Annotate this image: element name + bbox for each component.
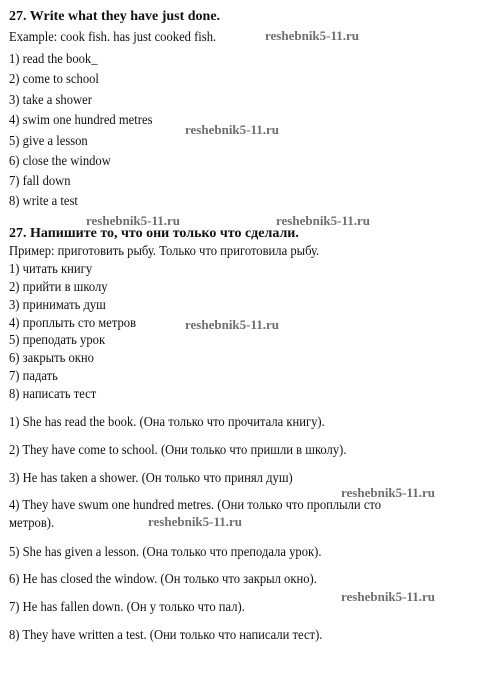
- answer-text: 7) He has fallen down. (Он у только что пал).: [9, 600, 245, 615]
- english-item: [9, 72, 109, 88]
- english-item-text: 4) swim one hundred metres: [9, 113, 153, 128]
- english-item: [9, 154, 122, 170]
- russian-item: [9, 280, 119, 296]
- russian-item-text: 2) прийти в школу: [9, 280, 108, 295]
- english-item: [9, 174, 77, 190]
- english-item-text: 2) come to school: [9, 72, 99, 87]
- watermark: reshebnik5-11.ru: [148, 514, 243, 529]
- english-item: [9, 52, 107, 68]
- english-example-text: Example: cook fish. has just cooked fish.: [9, 30, 217, 45]
- answer-text: метров).: [9, 516, 55, 531]
- answer-text: 2) They have come to school. (Они только что пришли в школу).: [9, 443, 347, 458]
- english-item-text: 6) close the window: [9, 154, 111, 169]
- russian-task-example: [9, 244, 354, 260]
- watermark: reshebnik5-11.ru: [185, 317, 280, 332]
- english-item-text: 7) fall down: [9, 174, 71, 189]
- russian-item-text: 3) принимать душ: [9, 298, 106, 313]
- english-item: [9, 93, 101, 109]
- answer-text: 8) They have written a test. (Они только что написали тест).: [9, 628, 323, 643]
- watermark: reshebnik5-11.ru: [341, 589, 436, 604]
- answer-text: 6) He has closed the window. (Он только что закрыл окно).: [9, 572, 317, 587]
- russian-item: [9, 369, 63, 385]
- russian-item: [9, 262, 101, 278]
- watermark: reshebnik5-11.ru: [265, 28, 360, 43]
- russian-example-text: Пример: приготовить рыбу. Только что приготовила рыбу.: [9, 244, 320, 259]
- english-task-example: [9, 30, 239, 46]
- russian-item-text: 1) читать книгу: [9, 262, 93, 277]
- russian-item: [9, 387, 106, 403]
- russian-item: [9, 351, 103, 367]
- answer-line: [9, 572, 351, 588]
- answer-line: [9, 415, 360, 431]
- answer-line: [9, 600, 271, 616]
- answer-text: 4) They have swum one hundred metres. (Они только что проплыли сто: [9, 498, 382, 513]
- answer-text: 5) She has given a lesson. (Она только что преподала урок).: [9, 545, 322, 560]
- english-item: [9, 113, 168, 129]
- english-item: [9, 134, 96, 150]
- watermark: reshebnik5-11.ru: [86, 213, 181, 228]
- english-item-text: 5) give a lesson: [9, 134, 88, 149]
- watermark: reshebnik5-11.ru: [185, 122, 280, 137]
- answer-line: [9, 628, 357, 644]
- russian-item-text: 8) написать тест: [9, 387, 97, 402]
- russian-item: [9, 298, 117, 314]
- russian-item-text: 4) проплыть сто метров: [9, 316, 137, 331]
- russian-item-text: 6) закрыть окно: [9, 351, 94, 366]
- watermark: reshebnik5-11.ru: [276, 213, 371, 228]
- russian-item: [9, 333, 116, 349]
- answer-line: [9, 471, 324, 487]
- english-item: [9, 194, 86, 210]
- answer-line: [9, 545, 356, 561]
- english-item-text: 3) take a shower: [9, 93, 92, 108]
- answer-text: 1) She has read the book. (Она только что прочитала книгу).: [9, 415, 325, 430]
- answer-line: [9, 443, 384, 459]
- russian-item-text: 5) преподать урок: [9, 333, 106, 348]
- russian-task-title: 27. Напишите то, что они только что сделали.: [9, 226, 299, 241]
- english-item-text: 8) write a test: [9, 194, 78, 209]
- answer-text: 3) He has taken a shower. (Он только что принял душ): [9, 471, 293, 486]
- english-item-text: 1) read the book_: [9, 52, 98, 67]
- russian-item: [9, 316, 150, 332]
- english-task-title: 27. Write what they have just done.: [9, 9, 221, 24]
- answer-line: [9, 498, 422, 514]
- russian-item-text: 7) падать: [9, 369, 58, 384]
- answer-line: [9, 516, 59, 532]
- watermark: reshebnik5-11.ru: [341, 485, 436, 500]
